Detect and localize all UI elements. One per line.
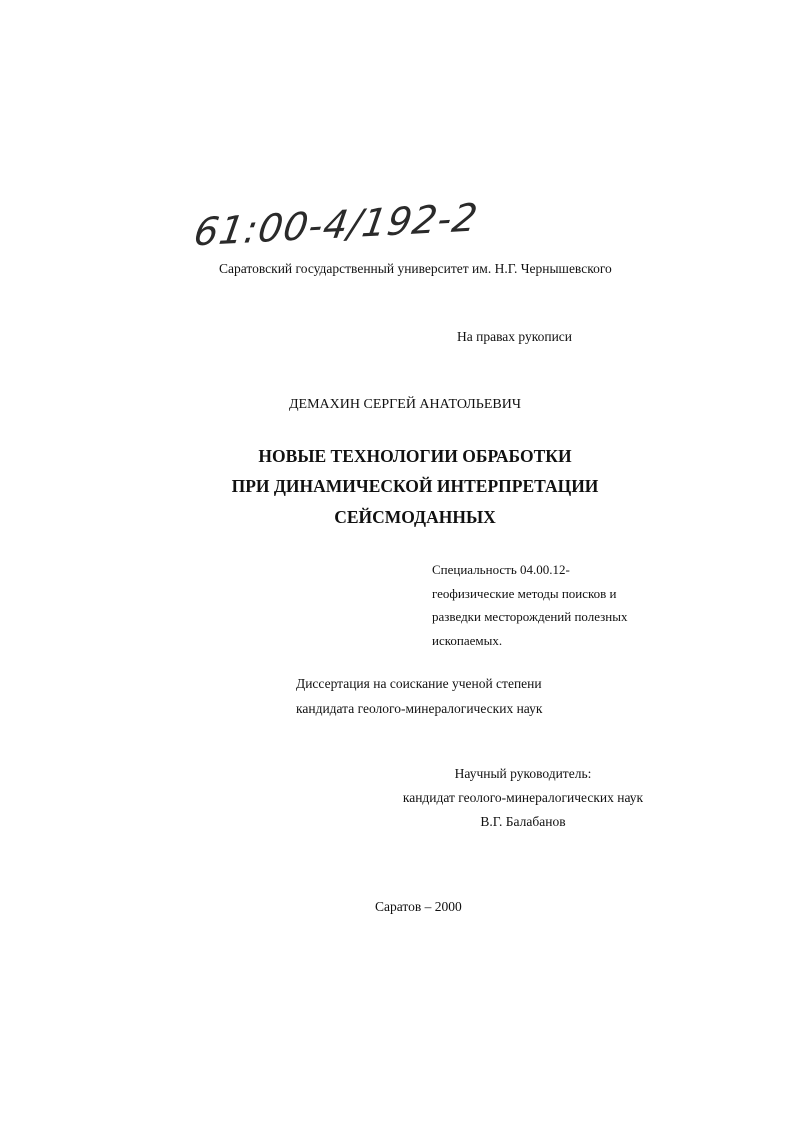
supervisor-name: В.Г. Балабанов bbox=[480, 814, 566, 829]
dissertation-block bbox=[296, 671, 542, 721]
supervisor-label: Научный руководитель: bbox=[454, 766, 592, 781]
specialty-line-1: Специальность 04.00.12- bbox=[432, 562, 570, 577]
university-name: Саратовский государственный университет им. Н.Г. Чернышевского bbox=[219, 261, 612, 276]
place-year: Саратов – 2000 bbox=[375, 899, 462, 914]
specialty-line-3: разведки месторождений полезных bbox=[432, 609, 628, 624]
archive-mark: 61:00-4/192-2 bbox=[190, 195, 482, 255]
title-line-3: СЕЙСМОДАННЫХ bbox=[334, 507, 496, 527]
dissertation-line-1: Диссертация на соискание ученой степени bbox=[296, 676, 542, 691]
author-name: ДЕМАХИН СЕРГЕЙ АНАТОЛЬЕВИЧ bbox=[289, 397, 521, 412]
specialty-line-2: геофизические методы поисков и bbox=[432, 585, 617, 601]
rights-note: На правах рукописи bbox=[457, 329, 573, 344]
dissertation-line-2: кандидата геолого-минералогических наук bbox=[296, 701, 543, 716]
specialty-block bbox=[432, 558, 628, 652]
title-line-2: ПРИ ДИНАМИЧЕСКОЙ ИНТЕРПРЕТАЦИИ bbox=[231, 476, 599, 496]
specialty-line-4: ископаемых. bbox=[432, 632, 503, 648]
supervisor-degree: кандидат геолого-минералогических наук bbox=[402, 790, 644, 805]
supervisor-block bbox=[398, 762, 648, 834]
title-line-1: НОВЫЕ ТЕХНОЛОГИИ ОБРАБОТКИ bbox=[258, 446, 572, 466]
